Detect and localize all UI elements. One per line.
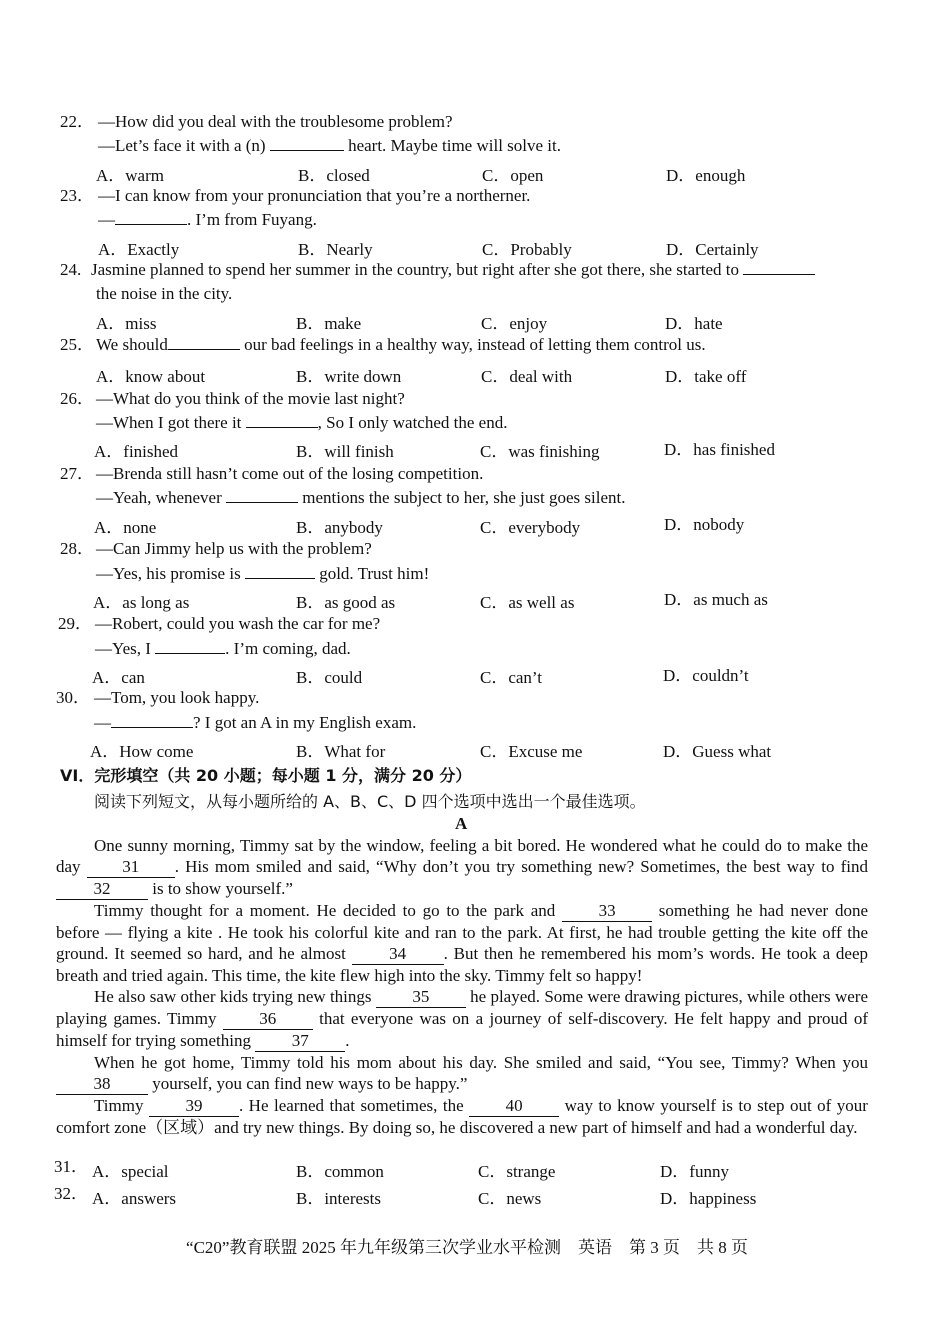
option-d: D．hate xyxy=(665,314,723,333)
question-line: —Brenda still hasn’t come out of the losing competition. xyxy=(96,464,484,483)
answer-blank xyxy=(226,488,298,503)
answer-blank xyxy=(246,413,318,428)
option-b: B．What for xyxy=(296,742,386,761)
question-line: Jasmine planned to spend her summer in the country, but right after she got there, she started to xyxy=(91,260,815,280)
answer-blank xyxy=(115,210,187,225)
option-b: B．make xyxy=(296,314,362,333)
cloze-blank-31: 31 xyxy=(87,856,175,878)
option-d: D．nobody xyxy=(664,515,745,534)
question-number: 22． xyxy=(60,112,94,131)
answer-blank xyxy=(168,335,240,350)
option-a: A．know about xyxy=(96,367,206,386)
passage-label: A xyxy=(455,814,468,833)
option-b: B．write down xyxy=(296,367,402,386)
question-line: —Yes, his promise is gold. Trust him! xyxy=(96,564,430,583)
option-d: D．has finished xyxy=(664,440,775,459)
option-d: D．couldn’t xyxy=(663,666,749,685)
question-line: the noise in the city. xyxy=(96,284,233,303)
option-d: D．Guess what xyxy=(663,742,772,761)
option-a: A．miss xyxy=(96,314,157,333)
answer-blank xyxy=(270,136,344,151)
passage-paragraph: When he got home, Timmy told his mom about his day. She smiled and said, “You see, Timmy? When you 38 yourself, you can find new ways to be happy.” xyxy=(56,1052,868,1095)
cloze-blank-33: 33 xyxy=(562,900,652,922)
option-d: D．take off xyxy=(665,367,747,386)
option-d: D．funny xyxy=(660,1162,729,1181)
option-a: A．answers xyxy=(92,1189,177,1208)
question-number: 31． xyxy=(54,1157,88,1176)
option-a: A．Exactly xyxy=(98,240,180,259)
option-a: A．warm xyxy=(96,166,164,185)
option-a: A．can xyxy=(92,668,145,687)
option-a: A．How come xyxy=(90,742,194,761)
option-c: C．deal with xyxy=(481,367,573,386)
option-b: B．common xyxy=(296,1162,384,1181)
answer-blank xyxy=(111,713,193,728)
question-number: 26． xyxy=(60,389,94,408)
cloze-blank-35: 35 xyxy=(376,986,466,1008)
option-c: C．everybody xyxy=(480,518,581,537)
question-line: —Yes, I . I’m coming, dad. xyxy=(95,639,351,658)
option-c: C．strange xyxy=(478,1162,556,1181)
cloze-blank-38: 38 xyxy=(56,1073,148,1095)
option-b: B．will finish xyxy=(296,442,394,461)
passage-paragraph: Timmy thought for a moment. He decided to go to the park and 33 something he had never done before — flying a kite . He took his colorful kite and ran to the park. At first, he had trouble getting the kite off the ground. It seemed so hard, and he almost 34 . But then he remembered his mom’s words. He took a deep breath and tried again. This time, the kite flew high into the sky. Timmy felt so happy! xyxy=(56,901,869,985)
option-b: B．interests xyxy=(296,1189,381,1208)
question-number: 29． xyxy=(58,614,92,633)
option-a: A．as long as xyxy=(93,593,190,612)
question-number: 25． xyxy=(60,335,94,354)
cloze-blank-37: 37 xyxy=(255,1030,345,1052)
cloze-passage xyxy=(56,835,868,1138)
option-c: C．news xyxy=(478,1189,542,1208)
cloze-blank-40: 40 xyxy=(469,1095,559,1117)
option-c: C．was finishing xyxy=(480,442,600,461)
option-c: C．Probably xyxy=(482,240,572,259)
question-line: —Tom, you look happy. xyxy=(94,688,260,707)
option-d: D．enough xyxy=(666,166,746,185)
option-c: C．enjoy xyxy=(481,314,548,333)
option-b: B．could xyxy=(296,668,363,687)
cloze-blank-34: 34 xyxy=(352,943,444,965)
question-line: We should our bad feelings in a healthy way, instead of letting them control us. xyxy=(96,335,706,354)
option-b: B．closed xyxy=(298,166,370,185)
option-a: A．finished xyxy=(94,442,179,461)
question-line: —I can know from your pronunciation that you’re a northerner. xyxy=(98,186,531,205)
cloze-blank-32: 32 xyxy=(56,878,148,900)
question-line: —Robert, could you wash the car for me? xyxy=(95,614,381,633)
question-line: —What do you think of the movie last night? xyxy=(96,389,405,408)
answer-blank xyxy=(245,564,315,579)
passage-paragraph: He also saw other kids trying new things 35 he played. Some were drawing pictures, while others were playing games. Timmy 36 that everyone was on a journey of self-discovery. He felt happy and proud of himself for trying something 37 . xyxy=(56,987,868,1050)
option-c: C．Excuse me xyxy=(480,742,583,761)
option-c: C．as well as xyxy=(480,593,575,612)
page-footer: “C20”教育联盟 2025 年九年级第三次学业水平检测 英语 第 3 页 共 8 页 xyxy=(186,1238,748,1257)
question-line: —How did you deal with the troublesome problem? xyxy=(98,112,453,131)
passage-paragraph: Timmy 39 . He learned that sometimes, the 40 way to know yourself is to step out of your comfort zone（区域）and try new things. By doing so, he discovered a new part of himself and had a wonderful day. xyxy=(56,1096,868,1137)
option-d: D．Certainly xyxy=(666,240,759,259)
option-b: B．as good as xyxy=(296,593,396,612)
question-number: 23． xyxy=(60,186,94,205)
question-line: — . I’m from Fuyang. xyxy=(98,210,317,229)
cloze-blank-36: 36 xyxy=(223,1008,313,1030)
section-instruction: 阅读下列短文，从每小题所给的 A、B、C、D 四个选项中选出一个最佳选项。 xyxy=(94,792,646,811)
question-line: — ? I got an A in my English exam. xyxy=(94,713,417,732)
option-c: C．open xyxy=(482,166,544,185)
question-number: 24. xyxy=(60,260,82,279)
passage-paragraph: One sunny morning, Timmy sat by the window, feeling a bit bored. He wondered what he could do to make the day 31 . His mom smiled and said, “Why don’t you try something new? Sometimes, the best way to find 32 is to show yourself.” xyxy=(56,836,868,898)
option-d: D．happiness xyxy=(660,1189,757,1208)
question-number: 30． xyxy=(56,688,90,707)
section-title: VI．完形填空（共 20 小题；每小题 1 分，满分 20 分） xyxy=(60,766,472,785)
question-line: —When I got there it , So I only watched the end. xyxy=(96,413,508,432)
question-line: —Can Jimmy help us with the problem? xyxy=(96,539,372,558)
cloze-blank-39: 39 xyxy=(149,1095,239,1117)
answer-blank xyxy=(155,639,225,654)
question-line: —Let’s face it with a (n) heart. Maybe time will solve it. xyxy=(98,136,562,155)
question-number: 32． xyxy=(54,1184,88,1203)
question-number: 27． xyxy=(60,464,94,483)
option-a: A．special xyxy=(92,1162,169,1181)
option-d: D．as much as xyxy=(664,590,768,609)
option-a: A．none xyxy=(94,518,157,537)
option-b: B．Nearly xyxy=(298,240,373,259)
option-c: C．can’t xyxy=(480,668,543,687)
question-number: 28． xyxy=(60,539,94,558)
answer-blank xyxy=(743,260,815,275)
option-b: B．anybody xyxy=(296,518,383,537)
question-line: —Yeah, whenever mentions the subject to her, she just goes silent. xyxy=(96,488,626,507)
